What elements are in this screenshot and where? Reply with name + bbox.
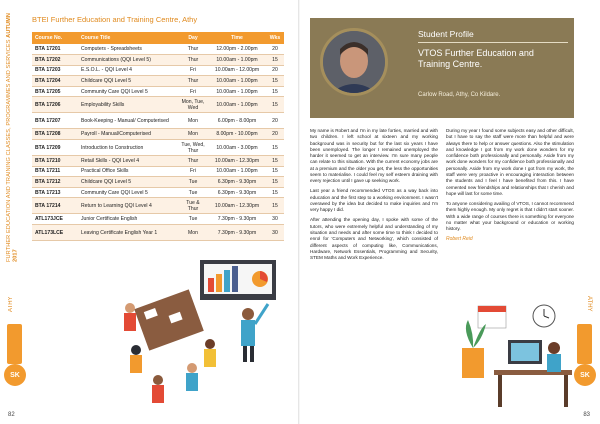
course-day: Tue & Thur bbox=[178, 198, 208, 214]
testimonial-paragraph: Last year a friend recommended VTOS as a way back into education and the first step to a working environment. I wasn't overawed by the idea but decided to make inquiries and I'm very happy I did. bbox=[310, 188, 438, 213]
course-number: BTA 17204 bbox=[32, 76, 78, 87]
course-weeks: 15 bbox=[266, 86, 284, 97]
course-day: Thur bbox=[178, 55, 208, 66]
header-course-title: Course Title bbox=[78, 32, 178, 44]
course-day: Thur bbox=[178, 44, 208, 55]
course-day: Mon bbox=[178, 225, 208, 241]
table-row bbox=[32, 113, 284, 129]
testimonial-paragraph: To anyone considering availing of VTOS, I cannot recommend them highly enough. My only regret is that I didn't start sooner. With a wide range of courses there is something for everyone no matter what your background or education or working history. bbox=[446, 201, 574, 232]
vertical-title-season: AUTUMN 2017 bbox=[6, 12, 19, 262]
course-weeks: 15 bbox=[266, 140, 284, 156]
table-row bbox=[32, 198, 284, 214]
presenter-body bbox=[241, 320, 255, 346]
table-row bbox=[32, 44, 284, 55]
course-time: 10.00am - 12.00pm bbox=[208, 65, 266, 76]
table-row bbox=[32, 129, 284, 140]
page-number-right: 83 bbox=[583, 412, 590, 418]
course-time: 8.00pm - 10.00pm bbox=[208, 129, 266, 140]
course-day: Tue bbox=[178, 177, 208, 188]
testimonial-column-a bbox=[310, 128, 438, 265]
course-weeks: 15 bbox=[266, 156, 284, 167]
side-accent-bar bbox=[7, 324, 22, 364]
course-number: BTA 17206 bbox=[32, 97, 78, 113]
course-title: E.S.O.L. - QQI Level 4 bbox=[78, 65, 178, 76]
profile-divider bbox=[418, 42, 568, 43]
course-day: Fri bbox=[178, 166, 208, 177]
course-title: Junior Certificate English bbox=[78, 214, 178, 225]
course-number: BTA 17202 bbox=[32, 55, 78, 66]
course-day: Tue, Wed, Thur bbox=[178, 140, 208, 156]
table-row bbox=[32, 177, 284, 188]
side-label-athy: ATHY bbox=[8, 296, 14, 312]
course-weeks: 15 bbox=[266, 76, 284, 87]
table-header-row bbox=[32, 32, 284, 44]
course-title: Computers - Spreadsheets bbox=[78, 44, 178, 55]
profile-location: Carlow Road, Athy, Co Kildare. bbox=[418, 92, 501, 98]
course-number: BTA 17203 bbox=[32, 65, 78, 76]
course-number: BTA 17211 bbox=[32, 166, 78, 177]
table-row bbox=[32, 140, 284, 156]
course-day: Tue bbox=[178, 214, 208, 225]
table-row bbox=[32, 65, 284, 76]
worker-head bbox=[548, 342, 560, 354]
profile-centre-name: VTOS Further Education and Training Centre. bbox=[418, 48, 534, 69]
course-weeks: 15 bbox=[266, 55, 284, 66]
course-title: Leaving Certificate English Year 1 bbox=[78, 225, 178, 241]
profile-label: Student Profile bbox=[418, 29, 474, 39]
course-day: Mon, Tue, Wed bbox=[178, 97, 208, 113]
course-weeks: 15 bbox=[266, 97, 284, 113]
course-time: 7.30pm - 9.30pm bbox=[208, 225, 266, 241]
course-number: BTA 17210 bbox=[32, 156, 78, 167]
course-weeks: 15 bbox=[266, 166, 284, 177]
course-title: Childcare QQI Level 5 bbox=[78, 76, 178, 87]
student-photo bbox=[320, 28, 388, 96]
table-row bbox=[32, 214, 284, 225]
plant-pot bbox=[462, 348, 484, 378]
course-weeks: 30 bbox=[266, 214, 284, 225]
right-side-strip bbox=[574, 6, 594, 412]
course-weeks: 30 bbox=[266, 225, 284, 241]
course-day: Thur bbox=[178, 76, 208, 87]
page-number-left: 82 bbox=[8, 412, 15, 418]
course-day: Tue bbox=[178, 187, 208, 198]
header-day: Day bbox=[178, 32, 208, 44]
table-row bbox=[32, 55, 284, 66]
course-time: 10.00am - 1.00pm bbox=[208, 97, 266, 113]
side-accent-bar bbox=[577, 324, 592, 364]
testimonial-signature: Robert Reid bbox=[446, 236, 473, 243]
course-time: 10.00am - 12.30pm bbox=[208, 198, 266, 214]
course-time: 10.00am - 3.00pm bbox=[208, 140, 266, 156]
office-workers-illustration bbox=[100, 258, 290, 408]
left-side-strip bbox=[4, 6, 26, 412]
course-day: Mon bbox=[178, 129, 208, 140]
desk-worker-illustration bbox=[458, 300, 578, 410]
course-number: BTA 17201 bbox=[32, 44, 78, 55]
course-day: Fri bbox=[178, 86, 208, 97]
course-time: 10.00am - 1.00pm bbox=[208, 86, 266, 97]
meeting-table bbox=[134, 289, 204, 350]
testimonial-paragraph: My name is Robert and I'm in my late forties, married and with two children. I left school at sixteen and my working background was in security but for the last six years I have been unemployed. The longer I remained unemployed the harder it seemed to get an interview. I'm sure many people can relate to this situation. With the current economy jobs are at a premium and the older you get, the less the opportunities seem to materialise. I could feel my self esteem draining with every rejection until I gave up seeking work. bbox=[310, 128, 438, 184]
side-label-athy: ATHY bbox=[586, 296, 592, 312]
course-time: 6.00pm - 8.00pm bbox=[208, 113, 266, 129]
course-title: Return to Learning QQI Level 4 bbox=[78, 198, 178, 214]
centre-title: BTEI Further Education and Training Centre, Athy bbox=[32, 15, 198, 24]
course-time: 12.00pm - 2.00pm bbox=[208, 44, 266, 55]
vertical-title-lead: FURTHER EDUCATION AND TRAINING CLASSES, PROGRAMMES AND SERVICES bbox=[6, 39, 12, 262]
course-table bbox=[32, 32, 284, 241]
course-time: 10.00am - 12.30pm bbox=[208, 156, 266, 167]
course-number: ATL173LCE bbox=[32, 225, 78, 241]
testimonial-column-b bbox=[446, 128, 574, 246]
course-number: BTA 17209 bbox=[32, 140, 78, 156]
course-number: ATL173JCE bbox=[32, 214, 78, 225]
header-time: Time bbox=[208, 32, 266, 44]
course-time: 10.00am - 1.00pm bbox=[208, 166, 266, 177]
course-title: Community Care QQI Level 5 bbox=[78, 187, 178, 198]
course-number: BTA 17213 bbox=[32, 187, 78, 198]
course-title: Childcare QQI Level 5 bbox=[78, 177, 178, 188]
person-head bbox=[125, 303, 135, 313]
course-time: 6.30pm - 9.30pm bbox=[208, 187, 266, 198]
course-title: Employability Skills bbox=[78, 97, 178, 113]
course-weeks: 20 bbox=[266, 129, 284, 140]
course-title: Practical Office Skills bbox=[78, 166, 178, 177]
vertical-section-title bbox=[6, 12, 22, 262]
course-day: Fri bbox=[178, 65, 208, 76]
course-number: BTA 17207 bbox=[32, 113, 78, 129]
course-day: Mon bbox=[178, 113, 208, 129]
table-row bbox=[32, 156, 284, 167]
table-row bbox=[32, 166, 284, 177]
header-course-no: Course No. bbox=[32, 32, 78, 44]
table-row bbox=[32, 76, 284, 87]
table-row bbox=[32, 86, 284, 97]
right-page bbox=[300, 0, 600, 424]
table-row bbox=[32, 225, 284, 241]
course-weeks: 15 bbox=[266, 177, 284, 188]
testimonial-paragraph: During my year I found some subjects easy and other difficult, but I have to say the staff were more than helpful and were always there to help or answer questions. Also the stimulation and knowledge I got from my work done wonders for my confidence both professionally and personally. Aside from my work done wonders for my confidence both professionally and personally. Aside from my work done I got from my work, the staff were very proactive in encouraging interaction between the students and I feel I have benefited from this. I have cemented new friendships and relationships that I cherish and hope will last for some time. bbox=[446, 128, 574, 196]
course-number: BTA 17205 bbox=[32, 86, 78, 97]
course-title: Book-Keeping - Manual/ Computerised bbox=[78, 113, 178, 129]
course-weeks: 20 bbox=[266, 113, 284, 129]
course-title: Community Care QQI Level 5 bbox=[78, 86, 178, 97]
course-table-body bbox=[32, 44, 284, 241]
course-weeks: 20 bbox=[266, 44, 284, 55]
course-number: BTA 17208 bbox=[32, 129, 78, 140]
course-time: 10.00am - 1.00pm bbox=[208, 76, 266, 87]
course-time: 10.00am - 1.00pm bbox=[208, 55, 266, 66]
course-time: 6.30pm - 9.30pm bbox=[208, 177, 266, 188]
testimonial-paragraph: After attending the opening day, I spoke with some of the tutors, who were extremely helpful and understanding of my situation and needs and after some time to think I decided to enrol for 'Computers and Networking', which consisted of different aspects of computing like, Communications, Hardware, Network Essentials, Programming and Security, STEM Maths and Work Experience. bbox=[310, 217, 438, 261]
course-day: Thur bbox=[178, 156, 208, 167]
presenter-head bbox=[242, 308, 254, 320]
course-title: Retail Skills - QQI Level 4 bbox=[78, 156, 178, 167]
course-number: BTA 17212 bbox=[32, 177, 78, 188]
table-row bbox=[32, 97, 284, 113]
course-title: Introduction to Construction bbox=[78, 140, 178, 156]
county-badge: SK bbox=[4, 364, 26, 386]
table-row bbox=[32, 187, 284, 198]
header-weeks: Wks bbox=[266, 32, 284, 44]
course-weeks: 20 bbox=[266, 65, 284, 76]
course-title: Communications (QQI Level 5) bbox=[78, 55, 178, 66]
course-title: Payroll - Manual/Computerised bbox=[78, 129, 178, 140]
county-badge: SK bbox=[574, 364, 596, 386]
course-weeks: 15 bbox=[266, 198, 284, 214]
course-time: 7.30pm - 9.30pm bbox=[208, 214, 266, 225]
student-portrait bbox=[323, 31, 385, 93]
course-weeks: 15 bbox=[266, 187, 284, 198]
course-number: BTA 17214 bbox=[32, 198, 78, 214]
